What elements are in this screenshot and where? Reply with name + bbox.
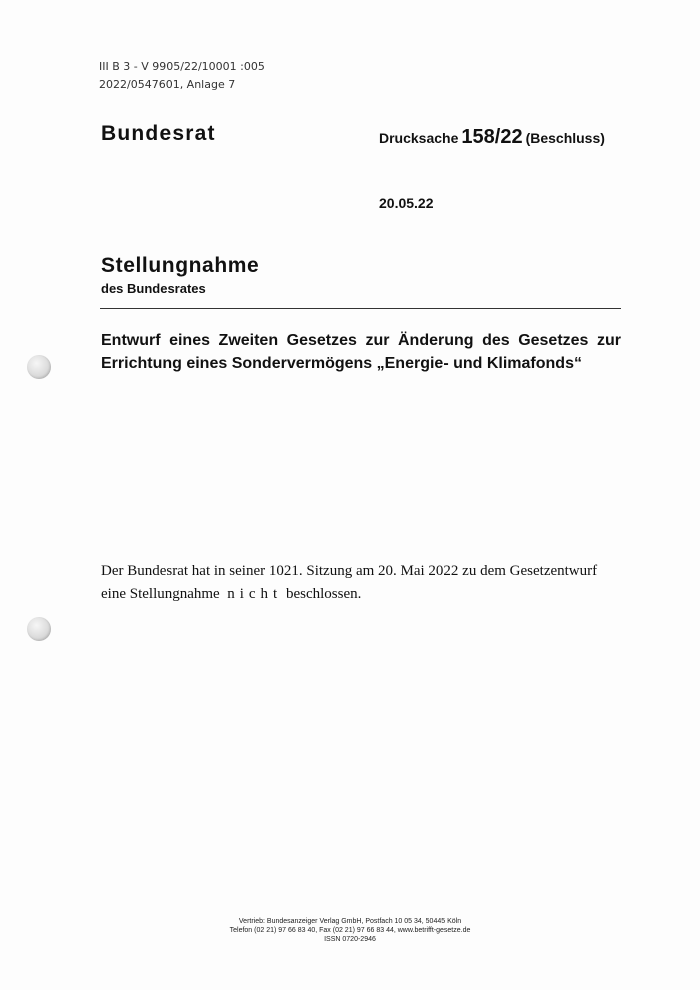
body-paragraph (101, 560, 621, 606)
body-line-2 (101, 583, 621, 606)
footer-issn: ISSN 0720-2946 (324, 936, 376, 943)
section-subtitle: des Bundesrates (101, 281, 206, 296)
document-title-line-1: Entwurf eines Zweiten Gesetzes zur Änderung des Gesetzes zur (101, 332, 621, 349)
punch-hole-bottom (27, 617, 51, 641)
body-line-1: Der Bundesrat hat in seiner 1021. Sitzung am 20. Mai 2022 zu dem Gesetzentwurf (101, 563, 598, 579)
body-line-2-prefix: eine Stellungnahme (101, 586, 220, 602)
footer-line-1: Vertrieb: Bundesanzeiger Verlag GmbH, Postfach 10 05 34, 50445 Köln (238, 918, 462, 925)
document-title-line-2: Errichtung eines Sondervermögens „Energie- und Klimafonds“ (101, 355, 582, 372)
drucksache-number: 158/22 (461, 126, 523, 148)
section-title: Stellungnahme (101, 254, 260, 277)
document-title (101, 329, 621, 375)
punch-hole-top (27, 355, 51, 379)
document-date: 20.05.22 (379, 195, 434, 211)
publisher-footer (0, 917, 700, 944)
horizontal-divider (100, 308, 621, 309)
body-emphasis-nicht: nicht (227, 586, 283, 602)
footer-line-2: Telefon (02 21) 97 66 83 40, Fax (02 21) 97 66 83 44, www.betrifft-gesetze.de (229, 927, 471, 934)
file-reference-line-1: III B 3 - V 9905/22/10001 :005 (99, 60, 265, 73)
drucksache-reference (379, 126, 605, 149)
file-reference-line-2: 2022/0547601, Anlage 7 (99, 78, 236, 91)
institution-name: Bundesrat (101, 122, 216, 145)
drucksache-suffix: (Beschluss) (525, 130, 605, 146)
body-line-2-suffix: beschlossen. (285, 586, 362, 602)
drucksache-label: Drucksache (379, 130, 459, 146)
